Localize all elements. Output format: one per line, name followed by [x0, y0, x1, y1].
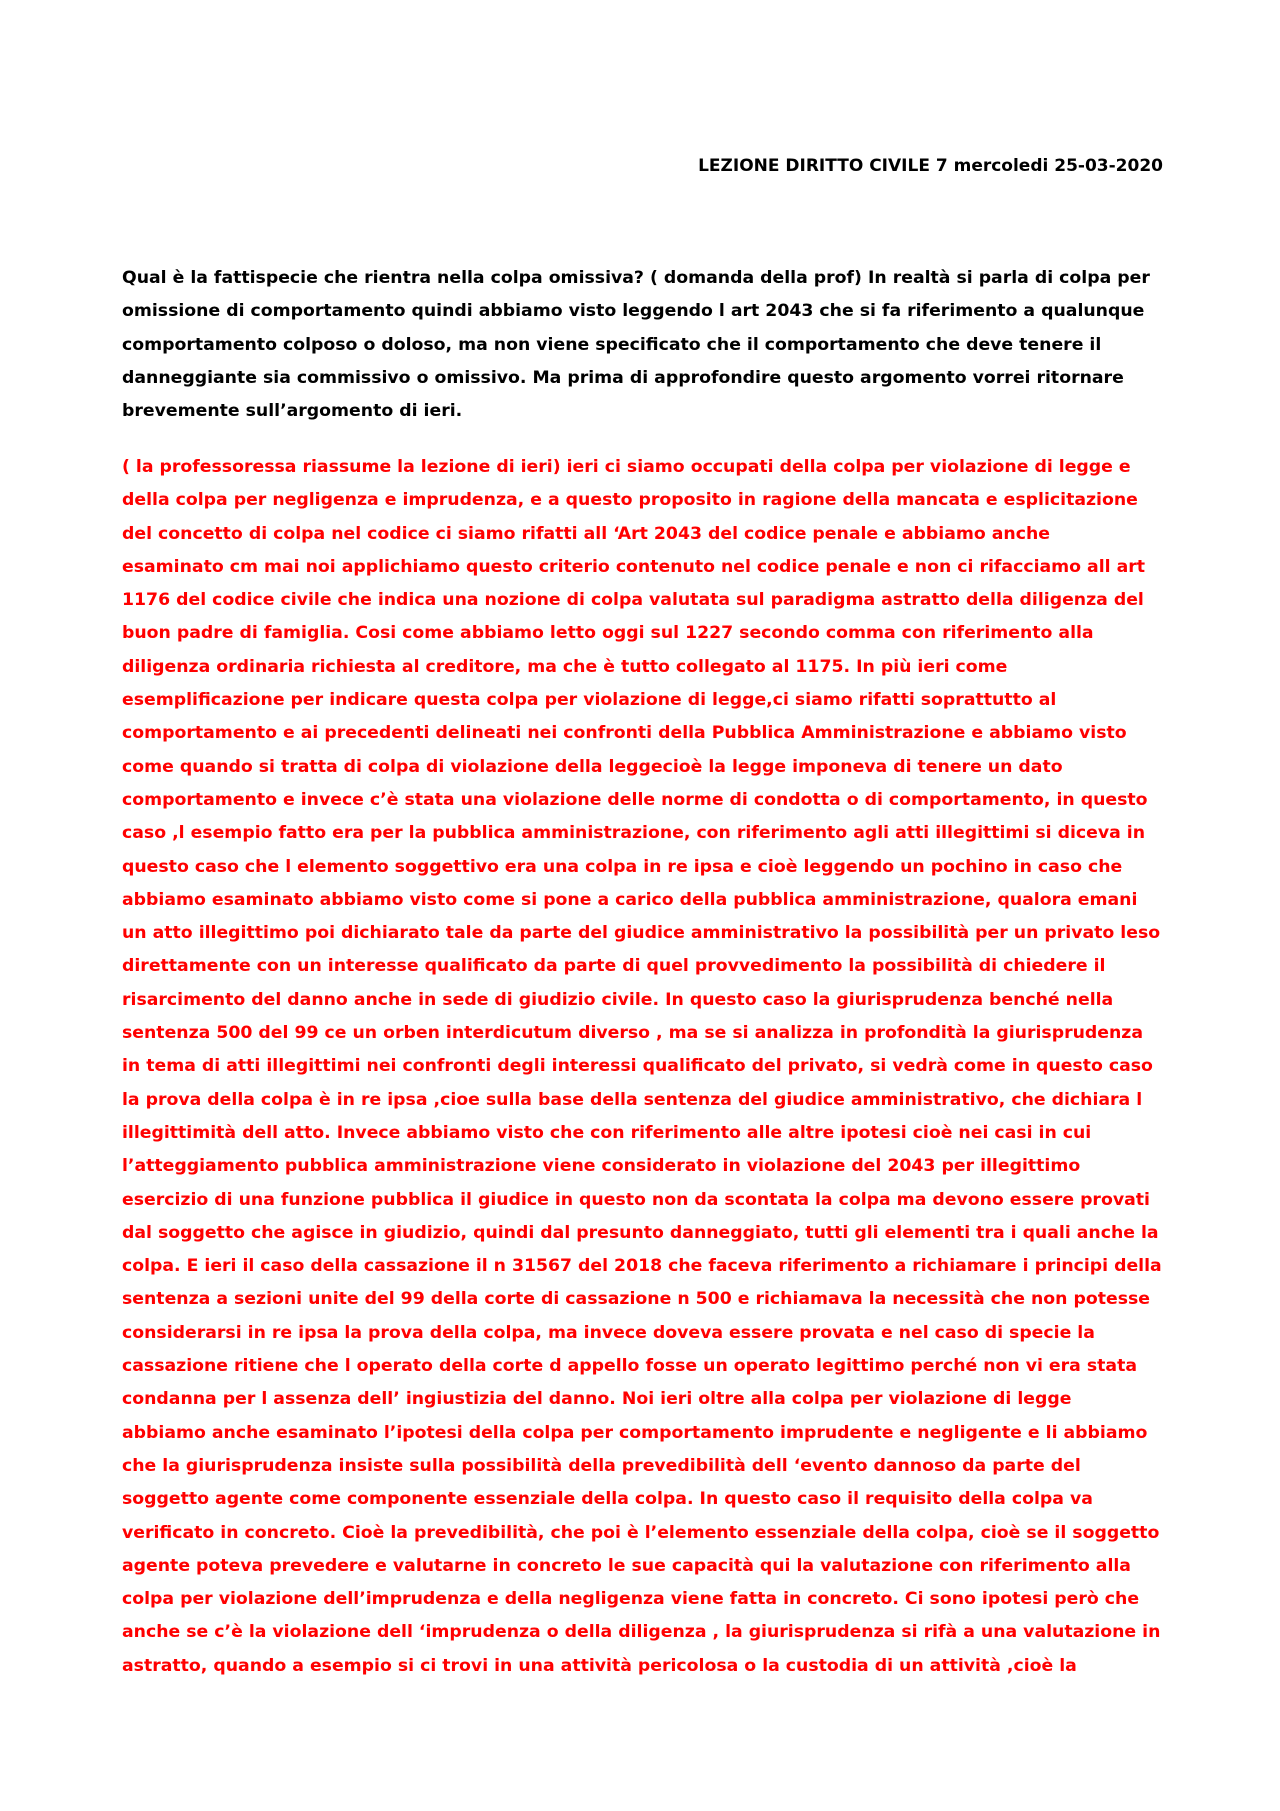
- recap-line: diligenza ordinaria richiesta al creditore, ma che è tutto collegato al 1175. In più ieri come: [122, 656, 1008, 677]
- recap-line: colpa. E ieri il caso della cassazione il n 31567 del 2018 che faceva riferimento a richiamare i principi della: [122, 1256, 1162, 1277]
- recap-line: considerarsi in re ipsa la prova della colpa, ma invece doveva essere provata e nel caso di specie la: [122, 1322, 1095, 1343]
- recap-line: buon padre di famiglia. Cosi come abbiamo letto oggi sul 1227 secondo comma con riferimento alla: [122, 623, 1094, 644]
- lesson-header: LEZIONE DIRITTO CIVILE 7 mercoledi 25-03-2020: [698, 156, 1163, 176]
- recap-line: anche se c’è la violazione dell ‘imprudenza o della diligenza , la giurisprudenza si rifà a una valutazione in: [122, 1622, 1161, 1643]
- recap-line: 1176 del codice civile che indica una nozione di colpa valutata sul paradigma astratto della diligenza del: [122, 590, 1144, 611]
- recap-line: esercizio di una funzione pubblica il giudice in questo non da scontata la colpa ma devono essere provati: [122, 1189, 1150, 1210]
- recap-line: sentenza a sezioni unite del 99 della corte di cassazione n 500 e richiamava la necessità che non potesse: [122, 1289, 1150, 1310]
- recap-line: condanna per l assenza dell’ ingiustizia del danno. Noi ieri oltre alla colpa per violazione di legge: [122, 1389, 1072, 1410]
- recap-line: direttamente con un interesse qualificato da parte di quel provvedimento la possibilità di chiedere il: [122, 956, 1106, 977]
- recap-line: comportamento e ai precedenti delineati nei confronti della Pubblica Amministrazione e abbiamo visto: [122, 723, 1127, 744]
- recap-line: del concetto di colpa nel codice ci siamo rifatti all ‘Art 2043 del codice penale e abbiamo anche: [122, 523, 1050, 544]
- recap-line: astratto, quando a esempio si ci trovi in una attività pericolosa o la custodia di un attività ,cioè la: [122, 1655, 1077, 1676]
- recap-line: sentenza 500 del 99 ce un orben interdicutum diverso , ma se si analizza in profondità la giurisprudenza: [122, 1023, 1144, 1044]
- intro-line: omissione di comportamento quindi abbiamo visto leggendo l art 2043 che si fa riferimento a qualunque: [122, 301, 1145, 322]
- recap-line: esaminato cm mai noi applichiamo questo criterio contenuto nel codice penale e non ci rifacciamo all art: [122, 556, 1146, 577]
- intro-line: danneggiante sia commissivo o omissivo. Ma prima di approfondire questo argomento vorrei ritornare: [122, 367, 1124, 388]
- intro-paragraph: [122, 262, 1162, 428]
- recap-paragraph: [122, 451, 1162, 1683]
- recap-line: verificato in concreto. Cioè la prevedibilità, che poi è l’elemento essenziale della colpa, cioè se il soggetto: [122, 1522, 1160, 1543]
- recap-line: ( la professoressa riassume la lezione di ieri) ieri ci siamo occupati della colpa per violazione di legge e: [122, 457, 1131, 477]
- recap-line: questo caso che l elemento soggettivo era una colpa in re ipsa e cioè leggendo un pochino in caso che: [122, 856, 1123, 877]
- recap-line: abbiamo esaminato abbiamo visto come si pone a carico della pubblica amministrazione, qualora emani: [122, 889, 1138, 910]
- recap-line: cassazione ritiene che l operato della corte d appello fosse un operato legittimo perché non vi era stata: [122, 1356, 1137, 1377]
- intro-line: brevemente sull’argomento di ieri.: [122, 401, 463, 422]
- recap-line: la prova della colpa è in re ipsa ,cioe sulla base della sentenza del giudice amministrativo, che dichiara l: [122, 1089, 1143, 1110]
- recap-line: caso ,l esempio fatto era per la pubblica amministrazione, con riferimento agli atti illegittimi si diceva in: [122, 823, 1146, 844]
- intro-line: comportamento colposo o doloso, ma non viene specificato che il comportamento che deve tenere il: [122, 334, 1102, 355]
- recap-line: comportamento e invece c’è stata una violazione delle norme di condotta o di comportamento, in questo: [122, 789, 1148, 810]
- recap-line: colpa per violazione dell’imprudenza e della negligenza viene fatta in concreto. Ci sono ipotesi però che: [122, 1589, 1140, 1610]
- recap-line: in tema di atti illegittimi nei confronti degli interessi qualificato del privato, si vedrà come in questo caso: [122, 1056, 1153, 1077]
- recap-line: dal soggetto che agisce in giudizio, quindi dal presunto danneggiato, tutti gli elementi tra i quali anche la: [122, 1222, 1159, 1243]
- recap-line: illegittimità dell atto. Invece abbiamo visto che con riferimento alle altre ipotesi cioè nei casi in cui: [122, 1122, 1092, 1143]
- recap-line: agente poteva prevedere e valutarne in concreto le sue capacità qui la valutazione con riferimento alla: [122, 1555, 1131, 1576]
- intro-line: Qual è la fattispecie che rientra nella colpa omissiva? ( domanda della prof) In realtà si parla di colpa per: [122, 268, 1150, 288]
- recap-line: abbiamo anche esaminato l’ipotesi della colpa per comportamento imprudente e negligente e li abbiamo: [122, 1422, 1148, 1443]
- recap-line: l’atteggiamento pubblica amministrazione viene considerato in violazione del 2043 per illegittimo: [122, 1156, 1081, 1177]
- recap-line: soggetto agente come componente essenziale della colpa. In questo caso il requisito della colpa va: [122, 1489, 1093, 1510]
- recap-line: un atto illegittimo poi dichiarato tale da parte del giudice amministrativo la possibilità per un privato leso: [122, 923, 1161, 944]
- recap-line: come quando si tratta di colpa di violazione della leggecioè la legge imponeva di tenere un dato: [122, 756, 1063, 777]
- recap-line: che la giurisprudenza insiste sulla possibilità della prevedibilità dell ‘evento dannoso da parte del: [122, 1455, 1081, 1476]
- recap-line: esemplificazione per indicare questa colpa per violazione di legge,ci siamo rifatti soprattutto al: [122, 690, 1057, 711]
- recap-line: risarcimento del danno anche in sede di giudizio civile. In questo caso la giurisprudenza benché nella: [122, 989, 1114, 1010]
- recap-line: della colpa per negligenza e imprudenza, e a questo proposito in ragione della mancata e esplicitazione: [122, 490, 1138, 511]
